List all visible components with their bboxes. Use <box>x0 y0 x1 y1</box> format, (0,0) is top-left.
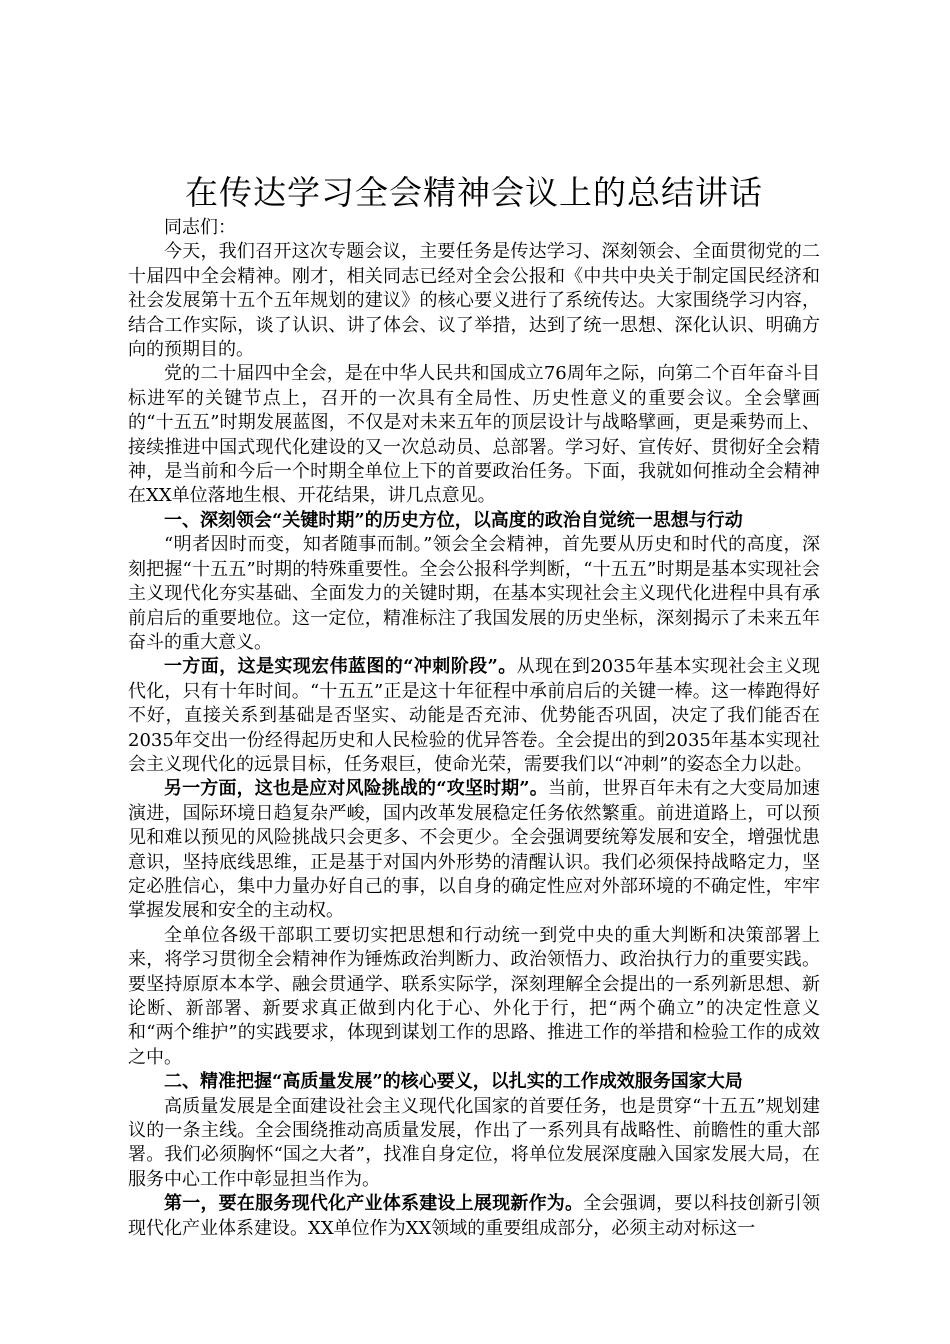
paragraph-3: “明者因时而变，知者随事而制。”领会全会精神，首先要从历史和时代的高度，深刻把握“十五五”时期的特殊重要性。全会公报科学判断，“十五五”时期是基本实现社会主义现代化夯实基础、全面发力的关键时期，在基本实现社会主义现代化进程中具有承前启后的重要地位。这一定位，精准标注了我国发展的历史坐标，深刻揭示了未来五年奋斗的重大意义。 <box>128 534 820 653</box>
paragraph-7: 高质量发展是全面建设社会主义现代化国家的首要任务，也是贯穿“十五五”规划建议的一条主线。全会围绕推动高质量发展，作出了一系列具有战略性、前瞻性的重大部署。我们必须胸怀“国之大者”，找准自身定位，将单位发展深度融入国家发展大局，在服务中心工作中彰显担当作为。 <box>128 1095 820 1190</box>
greeting: 同志们： <box>164 217 236 238</box>
paragraph-8-body: 全会强调，要以科技创新引领现代化产业体系建设。XX单位作为XX领域的重要组成部分，必须主动对标这一 <box>128 1193 821 1239</box>
document-title: 在传达学习全会精神会议上的总结讲话 <box>185 173 763 212</box>
paragraph-6: 全单位各级干部职工要切实把思想和行动统一到党中央的重大判断和决策部署上来，将学习贯彻全会精神作为锤炼政治判断力、政治领悟力、政治执行力的重要实践。要坚持原原本本学、融会贯通学、联系实际学，深刻理解全会提出的一系列新思想、新论断、新部署、新要求真正做到内化于心、外化于行，把“两个确立”的决定性意义和“两个维护”的实践要求，体现到谋划工作的思路、推进工作的举措和检验工作的成效之中。 <box>128 924 820 1068</box>
section-heading-1: 一、深刻领会“关键时期”的历史方位，以高度的政治自觉统一思想与行动 <box>164 509 743 531</box>
paragraph-4 <box>128 655 820 777</box>
paragraph-2: 党的二十届四中全会，是在中华人民共和国成立76周年之际，向第二个百年奋斗目标进军的关键节点上，召开的一次具有全局性、历史性意义的重要会议。全会擘画的“十五五”时期发展蓝图，不仅是对未来五年的顶层设计与战略擘画，更是乘势而上、接续推进中国式现代化建设的又一次总动员、总部署。学习好、宣传好、贯彻好全会精神，是当前和今后一个时期全单位上下的首要政治任务。下面，我就如何推动全会精神在XX单位落地生根、开花结果，讲几点意见。 <box>128 363 820 507</box>
paragraph-5-body: 当前，世界百年未有之大变局加速演进，国际环境日趋复杂严峻，国内改革发展稳定任务依然繁重。前进道路上，可以预见和难以预见的风险挑战只会更多、不会更少。全会强调要统筹发展和安全，增强忧患意识，坚持底线思维，正是基于对国内外形势的清醒认识。我们必须保持战略定力，坚定必胜信心，集中力量办好自己的事，以自身的确定性应对外部环境的不确定性，牢牢掌握发展和安全的主动权。 <box>128 778 820 922</box>
document-page <box>128 170 820 1241</box>
section-heading-2: 二、精准把握“高质量发展”的核心要义，以扎实的工作成效服务国家大局 <box>164 1071 743 1093</box>
paragraph-4-body: 从现在到2035年基本实现社会主义现代化，只有十年时间。“十五五”正是这十年征程中承前启后的关键一棒。这一棒跑得好不好，直接关系到基础是否坚实、动能是否充沛、优势能否巩固，决定了我们能否在2035年交出一份经得起历史和人民检验的优异答卷。全会提出的到2035年基本实现社会主义现代化的远景目标，任务艰巨，使命光荣，需要我们以“冲刺”的姿态全力以赴。 <box>128 656 820 775</box>
paragraph-8-lead: 第一，要在服务现代化产业体系建设上展现新作为。 <box>164 1193 584 1215</box>
paragraph-4-lead: 一方面，这是实现宏伟蓝图的“冲刺阶段”。 <box>164 656 517 678</box>
paragraph-5-lead: 另一方面，这也是应对风险挑战的“攻坚时期”。 <box>164 778 548 800</box>
paragraph-1: 今天，我们召开这次专题会议，主要任务是传达学习、深刻领会、全面贯彻党的二十届四中全会精神。刚才，相关同志已经对全会公报和《中共中央关于制定国民经济和社会发展第十五个五年规划的建议》的核心要义进行了系统传达。大家围绕学习内容，结合工作实际，谈了认识、讲了体会、议了举措，达到了统一思想、深化认识、明确方向的预期目的。 <box>128 241 820 361</box>
paragraph-8 <box>128 1192 820 1241</box>
paragraph-5 <box>128 777 820 923</box>
